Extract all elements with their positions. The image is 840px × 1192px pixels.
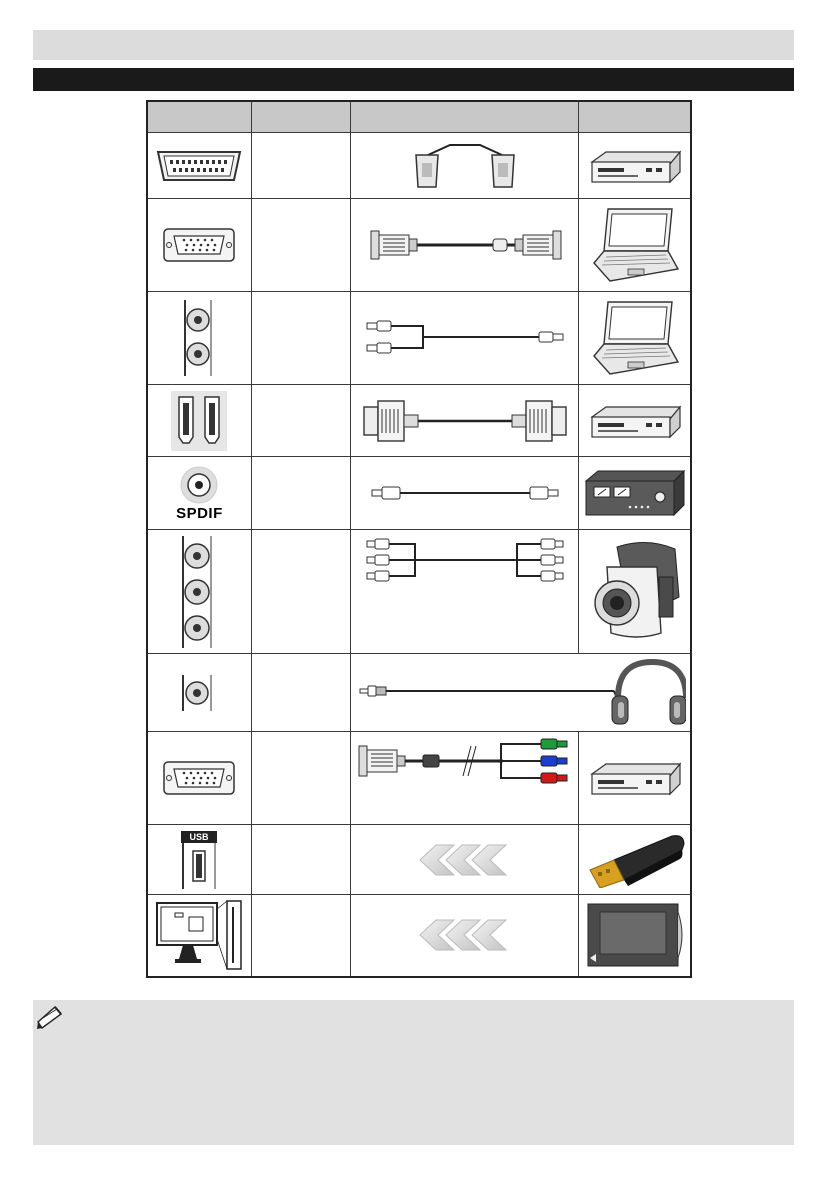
- amplifier-icon: [579, 467, 690, 519]
- header-connector: [147, 101, 251, 133]
- ypbpr-cable-icon: [351, 732, 578, 792]
- table-row: [147, 133, 691, 199]
- laptop-icon: [579, 298, 690, 378]
- audio-jacks-icon: [148, 298, 251, 378]
- header-cables: [351, 101, 579, 133]
- insert-arrows-icon: [351, 843, 578, 877]
- header-type: [251, 101, 350, 133]
- type-cell: [251, 895, 350, 977]
- table-row: [147, 530, 691, 654]
- headphones-icon: [612, 662, 686, 724]
- dvd-recorder-icon: [579, 401, 690, 441]
- coaxial-cable-icon: [351, 481, 578, 505]
- camcorder-icon: [579, 537, 690, 647]
- ci-slot-icon: [148, 899, 251, 971]
- table-row: [147, 654, 691, 732]
- note-box: [33, 1000, 794, 1145]
- laptop-icon: [579, 205, 690, 285]
- headphone-cable-icon: [351, 658, 690, 728]
- type-cell: [251, 530, 350, 654]
- type-cell: [251, 457, 350, 530]
- spdif-port-icon: [148, 465, 251, 522]
- dvd-recorder-icon: [579, 146, 690, 186]
- table-row: [147, 825, 691, 895]
- connections-table: [146, 100, 692, 978]
- hdmi-ports-icon: [148, 389, 251, 453]
- vga-cable-icon: [351, 225, 578, 265]
- type-cell: [251, 385, 350, 457]
- footer-strip: [0, 1185, 840, 1192]
- type-cell: [251, 654, 350, 732]
- hdmi-cable-icon: [351, 393, 578, 449]
- table-row: [147, 732, 691, 825]
- section-title-bar: [33, 68, 794, 91]
- scart-cable-icon: [351, 141, 578, 191]
- type-cell: [251, 825, 350, 895]
- table-row: [147, 292, 691, 385]
- type-cell: [251, 133, 350, 199]
- header-band: [33, 30, 794, 60]
- ypbpr-port-icon: [148, 760, 251, 796]
- spdif-label: SPDIF: [176, 504, 223, 522]
- usb-port-icon: [148, 829, 251, 891]
- header-device: [579, 101, 691, 133]
- pencil-note-icon: [35, 1002, 65, 1030]
- insert-arrows-icon: [351, 918, 578, 952]
- av-rca-cable-icon: [351, 530, 578, 586]
- usb-stick-icon: [579, 832, 690, 888]
- av-jacks-icon: [148, 534, 251, 650]
- table-row: [147, 895, 691, 977]
- type-cell: [251, 199, 350, 292]
- type-cell: [251, 732, 350, 825]
- vga-port-icon: [148, 227, 251, 263]
- table-row: [147, 199, 691, 292]
- cam-module-icon: [579, 900, 690, 970]
- scart-port-icon: [148, 146, 251, 186]
- table-row: [147, 385, 691, 457]
- table-row: [147, 457, 691, 530]
- usb-label: USB: [189, 831, 209, 842]
- table-header-row: [147, 101, 691, 133]
- headphone-jack-icon: [148, 673, 251, 713]
- rca-audio-cable-icon: [351, 318, 578, 358]
- type-cell: [251, 292, 350, 385]
- dvd-recorder-icon: [579, 758, 690, 798]
